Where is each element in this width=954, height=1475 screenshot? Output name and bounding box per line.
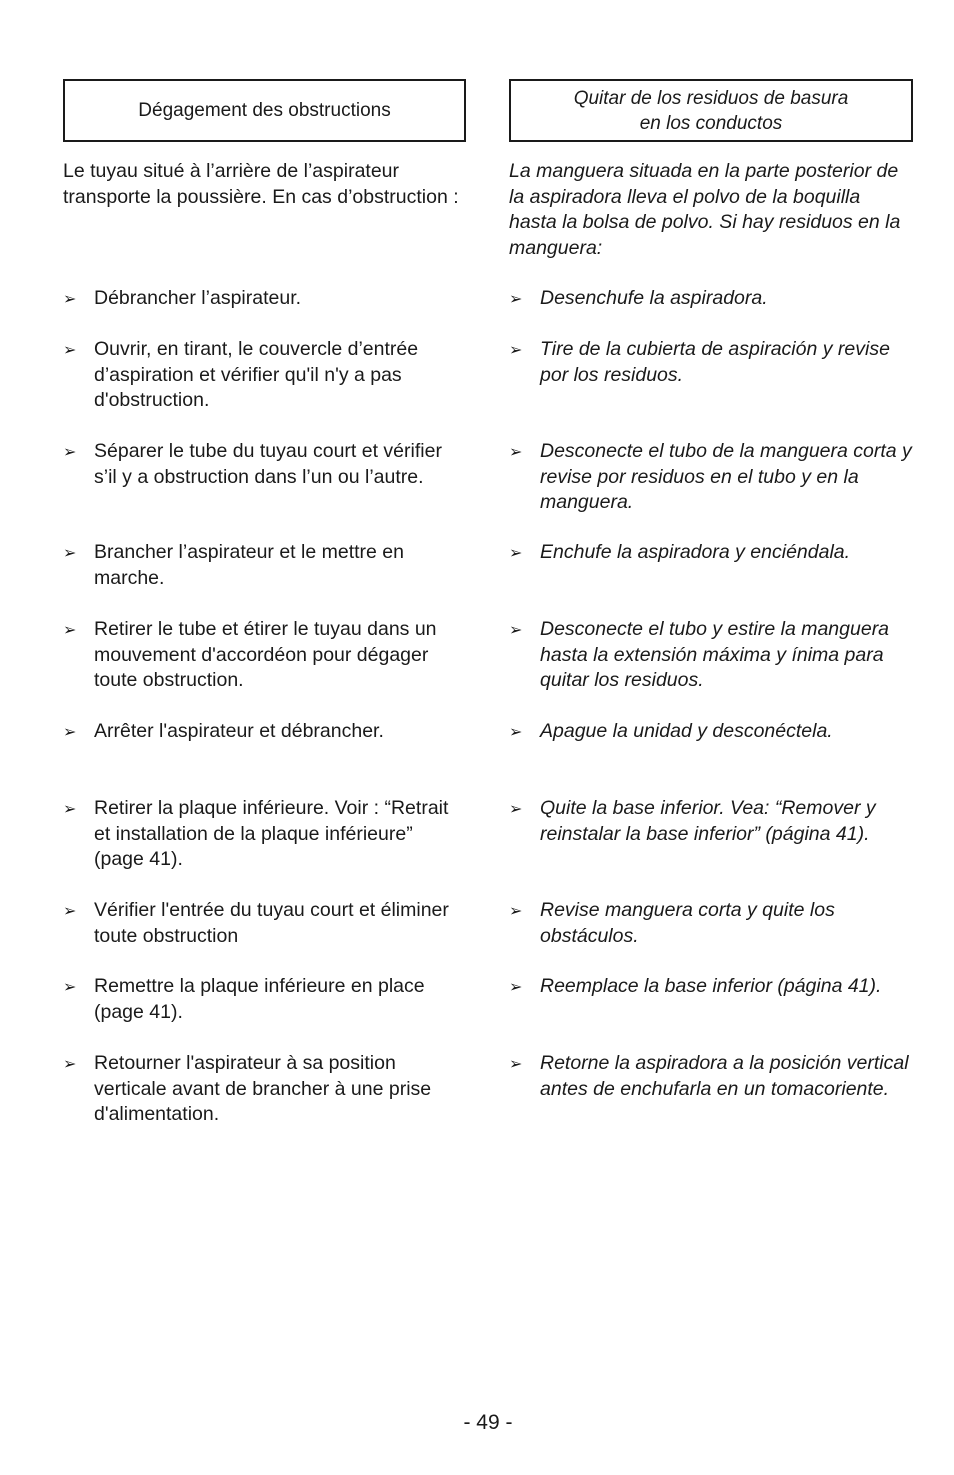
french-step-1: ➢ Débrancher l’aspirateur. <box>63 286 466 312</box>
spanish-step-3: ➢ Desconecte el tubo de la manguera corta y revise por residuos en el tubo y en la manguera. <box>509 439 913 516</box>
french-step-5: ➢ Retirer le tube et étirer le tuyau dans un mouvement d'accordéon pour dégager toute obstruction. <box>63 617 466 694</box>
spanish-step-2: ➢ Tire de la cubierta de aspiración y revise por los residuos. <box>509 337 913 388</box>
arrow-bullet-icon: ➢ <box>63 289 77 308</box>
arrow-bullet-icon: ➢ <box>509 289 523 308</box>
french-column <box>63 79 466 1125</box>
french-step-7: ➢ Retirer la plaque inférieure. Voir : “Retrait et installation de la plaque inférieure” (page 41). <box>63 796 466 873</box>
french-step-8: ➢ Vérifier l'entrée du tuyau court et éliminer toute obstruction <box>63 898 466 949</box>
french-step-2: ➢ Ouvrir, en tirant, le couvercle d’entrée d’aspiration et vérifier qu'il n'y a pas d'obstruction. <box>63 337 466 414</box>
arrow-bullet-icon: ➢ <box>63 442 77 461</box>
arrow-bullet-icon: ➢ <box>509 722 523 741</box>
french-step-10: ➢ Retourner l'aspirateur à sa position verticale avant de brancher à une prise d'alimentation. <box>63 1051 466 1128</box>
spanish-intro: La manguera situada en la parte posterior de la aspiradora lleva el polvo de la boquilla hasta la bolsa de polvo. Si hay residuos en la manguera: <box>509 160 901 259</box>
spanish-step-5: ➢ Desconecte el tubo y estire la manguera hasta la extensión máxima y ínima para quitar los residuos. <box>509 617 913 694</box>
spanish-step-4: ➢ Enchufe la aspiradora y enciéndala. <box>509 540 913 566</box>
arrow-bullet-icon: ➢ <box>63 722 77 741</box>
arrow-bullet-icon: ➢ <box>509 977 523 996</box>
spanish-step-10: ➢ Retorne la aspiradora a la posición vertical antes de enchufarla en un tomacoriente. <box>509 1051 913 1102</box>
arrow-bullet-icon: ➢ <box>509 340 523 359</box>
french-title: Dégagement des obstructions <box>138 100 391 121</box>
french-intro: Le tuyau situé à l’arrière de l’aspirateur transporte la poussière. En cas d’obstruction : <box>63 160 459 208</box>
page-number: - 49 - <box>463 1411 513 1434</box>
spanish-step-8: ➢ Revise manguera corta y quite los obstáculos. <box>509 898 913 949</box>
arrow-bullet-icon: ➢ <box>63 977 77 996</box>
arrow-bullet-icon: ➢ <box>509 799 523 818</box>
spanish-column <box>509 79 913 1100</box>
arrow-bullet-icon: ➢ <box>509 543 523 562</box>
french-step-3: ➢ Séparer le tube du tuyau court et vérifier s’il y a obstruction dans l’un ou l’autre. <box>63 439 466 490</box>
arrow-bullet-icon: ➢ <box>509 620 523 639</box>
french-step-9: ➢ Remettre la plaque inférieure en place (page 41). <box>63 974 466 1025</box>
spanish-title: Quitar de los residuos de basura en los conductos <box>573 87 849 134</box>
spanish-step-1: ➢ Desenchufe la aspiradora. <box>509 286 913 312</box>
french-title-box <box>63 79 466 142</box>
arrow-bullet-icon: ➢ <box>63 799 77 818</box>
french-step-6: ➢ Arrêter l'aspirateur et débrancher. <box>63 719 466 745</box>
arrow-bullet-icon: ➢ <box>63 620 77 639</box>
arrow-bullet-icon: ➢ <box>63 543 77 562</box>
arrow-bullet-icon: ➢ <box>63 340 77 359</box>
arrow-bullet-icon: ➢ <box>509 901 523 920</box>
arrow-bullet-icon: ➢ <box>63 901 77 920</box>
spanish-step-6: ➢ Apague la unidad y desconéctela. <box>509 719 913 745</box>
arrow-bullet-icon: ➢ <box>63 1054 77 1073</box>
spanish-step-9: ➢ Reemplace la base inferior (página 41). <box>509 974 913 1000</box>
arrow-bullet-icon: ➢ <box>509 442 523 461</box>
arrow-bullet-icon: ➢ <box>509 1054 523 1073</box>
spanish-title-box <box>509 79 913 142</box>
spanish-step-7: ➢ Quite la base inferior. Vea: “Remover y reinstalar la base inferior” (página 41). <box>509 796 913 847</box>
french-step-4: ➢ Brancher l’aspirateur et le mettre en marche. <box>63 540 466 591</box>
